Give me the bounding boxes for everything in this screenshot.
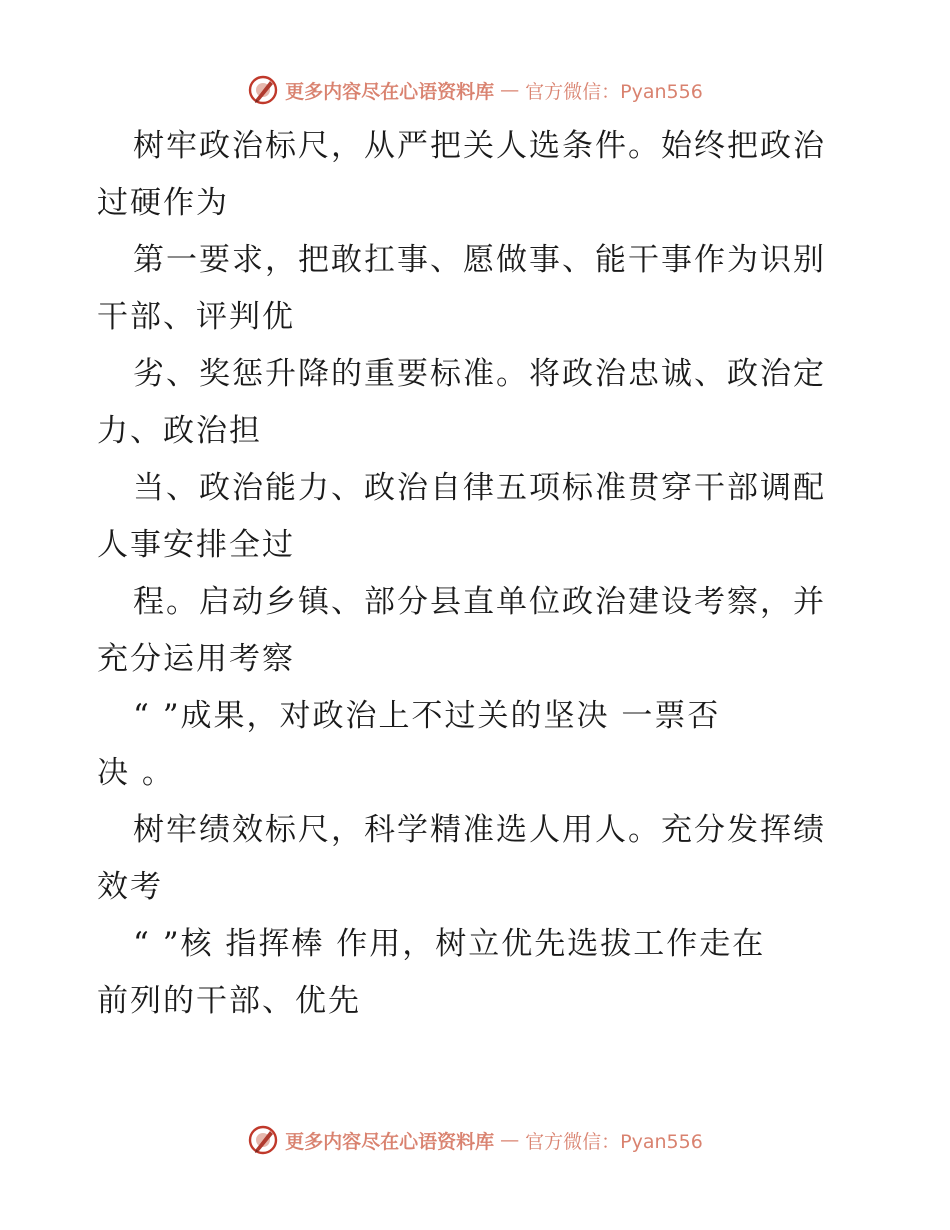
- watermark-separator: —: [500, 1129, 520, 1151]
- text-line: 决 。: [97, 755, 175, 791]
- pen-logo-icon: [247, 1124, 279, 1156]
- text-line: 程。启动乡镇、部分县直单位政治建设考察，并: [133, 584, 826, 620]
- text-line: 第一要求，把敢扛事、愿做事、能干事作为识别: [133, 242, 826, 278]
- text-line: 充分运用考察: [97, 641, 295, 677]
- watermark-footer: [0, 1120, 950, 1160]
- watermark-main-text: 更多内容尽在心语资料库: [285, 80, 495, 103]
- watermark-group: [247, 74, 703, 106]
- pen-logo-icon: [247, 74, 279, 106]
- watermark-separator: —: [500, 79, 520, 101]
- text-line: 前列的干部、优先: [97, 983, 361, 1019]
- text-line: “ ”成果，对政治上不过关的坚决 一票否: [133, 698, 721, 734]
- text-line: 人事安排全过: [97, 527, 295, 563]
- watermark-main-text: 更多内容尽在心语资料库: [285, 1130, 495, 1153]
- text-line: “ ”核 指挥棒 作用，树立优先选拔工作走在: [133, 926, 766, 962]
- text-line: 力、政治担: [97, 413, 262, 449]
- text-line: 树牢绩效标尺，科学精准选人用人。充分发挥绩: [133, 812, 826, 848]
- document-body: [97, 118, 857, 1030]
- text-line: 干部、评判优: [97, 299, 295, 335]
- text-line: 劣、奖惩升降的重要标准。将政治忠诚、政治定: [133, 356, 826, 392]
- watermark-tail-text: 官方微信：Pyan556: [525, 1130, 703, 1153]
- text-line: 树牢政治标尺，从严把关人选条件。始终把政治: [133, 128, 826, 164]
- text-line: 过硬作为: [97, 185, 229, 221]
- watermark-header: [0, 70, 950, 110]
- text-line: 当、政治能力、政治自律五项标准贯穿干部调配: [133, 470, 826, 506]
- text-line: 效考: [97, 869, 163, 905]
- watermark-group: [247, 1124, 703, 1156]
- watermark-tail-text: 官方微信：Pyan556: [525, 80, 703, 103]
